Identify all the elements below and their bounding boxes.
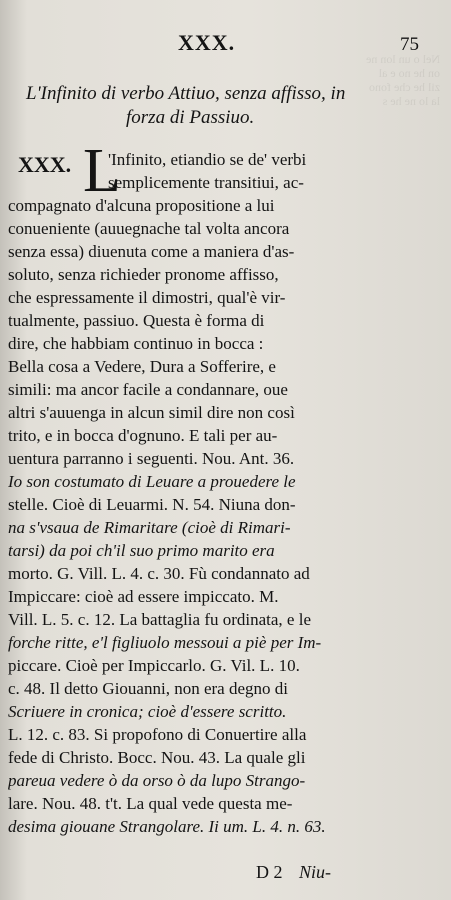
text-line: L. 12. c. 83. Si propofono di Conuertire alla (8, 725, 307, 744)
text-line: piccare. Cioè per Impiccarlo. G. Vil. L. 10. (8, 656, 300, 675)
text-line: simili: ma ancor facile a condannare, oue (8, 380, 288, 399)
text-line: desima giouane Strangolare. Ii um. L. 4. n. 63. (8, 817, 326, 836)
text-line: trito, e in bocca d'ognuno. E tali per au- (8, 426, 278, 445)
text-line: na s'vsaua de Rimaritare (cioè di Rimari- (8, 518, 291, 537)
section-title-line: L'Infinito di verbo Attiuo, senza affisso, in (26, 83, 346, 104)
page-footer (256, 862, 331, 883)
catchword: Niu- (299, 862, 332, 882)
text-line: fede di Christo. Bocc. Nou. 43. La quale gli (8, 748, 306, 767)
section-number: XXX. (18, 152, 72, 177)
text-line: Bella cosa a Vedere, Dura a Sofferire, e (8, 357, 276, 376)
section-title-line: forza di Passiuo. (126, 107, 255, 128)
section-title (26, 82, 418, 130)
signature-mark: D 2 (256, 862, 283, 882)
text-line: pareua vedere ò da orso ò da lupo Strango- (8, 771, 306, 790)
text-line: c. 48. Il detto Giouanni, non era degno di (8, 679, 288, 698)
drop-cap: L (83, 137, 121, 205)
text-line: che espressamente il dimostri, qual'è vir- (8, 288, 286, 307)
text-line: semplicemente transitiui, ac- (108, 173, 304, 192)
page-number: 75 (400, 34, 419, 55)
body-text (8, 148, 408, 838)
text-line: 'Infinito, etiandio se de' verbi (108, 150, 307, 169)
text-line: compagnato d'alcuna propositione a lui (8, 196, 275, 215)
running-head: XXX. (178, 30, 236, 55)
text-line: Impiccare: cioè ad essere impiccato. M. (8, 587, 279, 606)
text-line: Io son costumato di Leuare a prouedere le (8, 472, 296, 491)
text-line: soluto, senza richieder pronome affisso, (8, 265, 279, 284)
text-line: stelle. Cioè di Leuarmi. N. 54. Niuna don- (8, 495, 296, 514)
show-through-text: Nel o un lon ne on he no e al zil he che fono la lo ne he s (366, 52, 440, 108)
text-line: conueniente (auuegnache tal volta ancora (8, 219, 290, 238)
text-line: dire, che habbiam continuo in bocca : (8, 334, 264, 353)
text-line: uentura parranno i seguenti. Nou. Ant. 36. (8, 449, 295, 468)
text-line: altri s'auuenga in alcun simil dire non così (8, 403, 295, 422)
text-line: morto. G. Vill. L. 4. c. 30. Fù condannato ad (8, 564, 310, 583)
text-line: Vill. L. 5. c. 12. La battaglia fu ordinata, e le (8, 610, 311, 629)
text-line: lare. Nou. 48. t't. La qual vede questa me- (8, 794, 293, 813)
text-line: forche ritte, e'l figliuolo messoui a piè per Im- (8, 633, 322, 652)
text-line: tualmente, passiuo. Questa è forma di (8, 311, 265, 330)
text-line: tarsi) da poi ch'il suo primo marito era (8, 541, 275, 560)
text-line: senza essa) diuenuta come a maniera d'as- (8, 242, 295, 261)
text-line: Scriuere in cronica; cioè d'essere scritto. (8, 702, 287, 721)
